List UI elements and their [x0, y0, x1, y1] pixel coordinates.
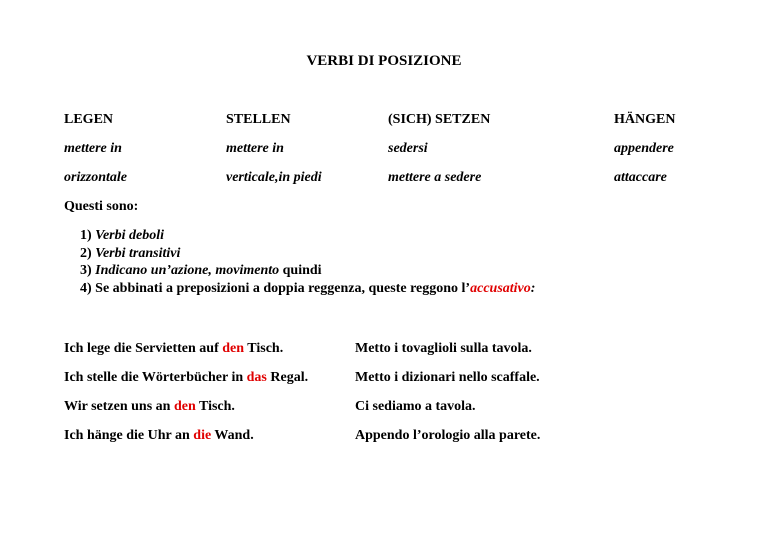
example-text: Tisch. — [247, 341, 284, 356]
article-highlight: das — [246, 370, 267, 385]
example-italian: Appendo l’orologio alla parete. — [355, 428, 541, 443]
example-german — [64, 341, 283, 357]
example-text: Tisch. — [199, 399, 235, 414]
example-text: Ich hänge die Uhr an — [64, 428, 190, 443]
example-text: Ich lege die Servietten auf — [64, 341, 219, 356]
example-german — [64, 370, 308, 386]
example-italian: Metto i tovaglioli sulla tavola. — [355, 341, 532, 356]
example-text: Wir setzen uns an — [64, 399, 171, 414]
example-text: Ich stelle die Wörterbücher in — [64, 370, 244, 385]
list-number: 3) — [80, 263, 92, 278]
verb-heading-legen: LEGEN — [64, 112, 114, 127]
example-german — [64, 399, 235, 415]
list-text: Indicano un’azione, movimento — [95, 263, 280, 278]
verb-meaning-line2: attaccare — [614, 170, 667, 185]
list-item — [80, 245, 535, 263]
verb-meaning-line1: appendere — [614, 141, 674, 156]
list-number: 2) — [80, 245, 92, 261]
list-item — [80, 227, 535, 245]
verb-meaning-line1: mettere in — [64, 141, 122, 156]
verb-heading-stellen: STELLEN — [226, 112, 291, 127]
verb-heading-setzen: (SICH) SETZEN — [388, 112, 491, 127]
verb-meaning-line1: sedersi — [388, 141, 428, 156]
example-text: Regal. — [270, 370, 309, 385]
example-italian: Ci sediamo a tavola. — [355, 399, 476, 414]
list-end: : — [530, 280, 536, 296]
example-text: Wand. — [214, 428, 254, 443]
list-text: Verbi deboli — [95, 228, 165, 243]
verb-heading-haengen: HÄNGEN — [614, 112, 676, 127]
verb-meaning-line1: mettere in — [226, 141, 284, 156]
intro-text: Questi sono: — [64, 199, 139, 214]
accusative-highlight: accusativo — [470, 280, 531, 296]
verb-meaning-line2: orizzontale — [64, 170, 128, 185]
page-title: VERBI DI POSIZIONE — [306, 53, 462, 69]
example-italian: Metto i dizionari nello scaffale. — [355, 370, 540, 385]
list-number: 1) — [80, 228, 92, 243]
article-highlight: die — [193, 428, 212, 443]
list-item — [80, 262, 535, 280]
article-highlight: den — [173, 399, 196, 414]
example-german — [64, 428, 254, 444]
characteristics-list — [80, 227, 535, 297]
list-text: Se abbinati a preposizioni a doppia reggenza, queste reggono l’ — [95, 280, 471, 296]
list-number: 4) — [80, 280, 92, 296]
verb-meaning-line2: verticale,in piedi — [226, 170, 322, 185]
list-suffix: quindi — [282, 263, 322, 278]
article-highlight: den — [222, 341, 245, 356]
verb-meaning-line2: mettere a sedere — [388, 170, 482, 185]
list-text: Verbi transitivi — [95, 245, 181, 261]
list-item — [80, 280, 535, 298]
